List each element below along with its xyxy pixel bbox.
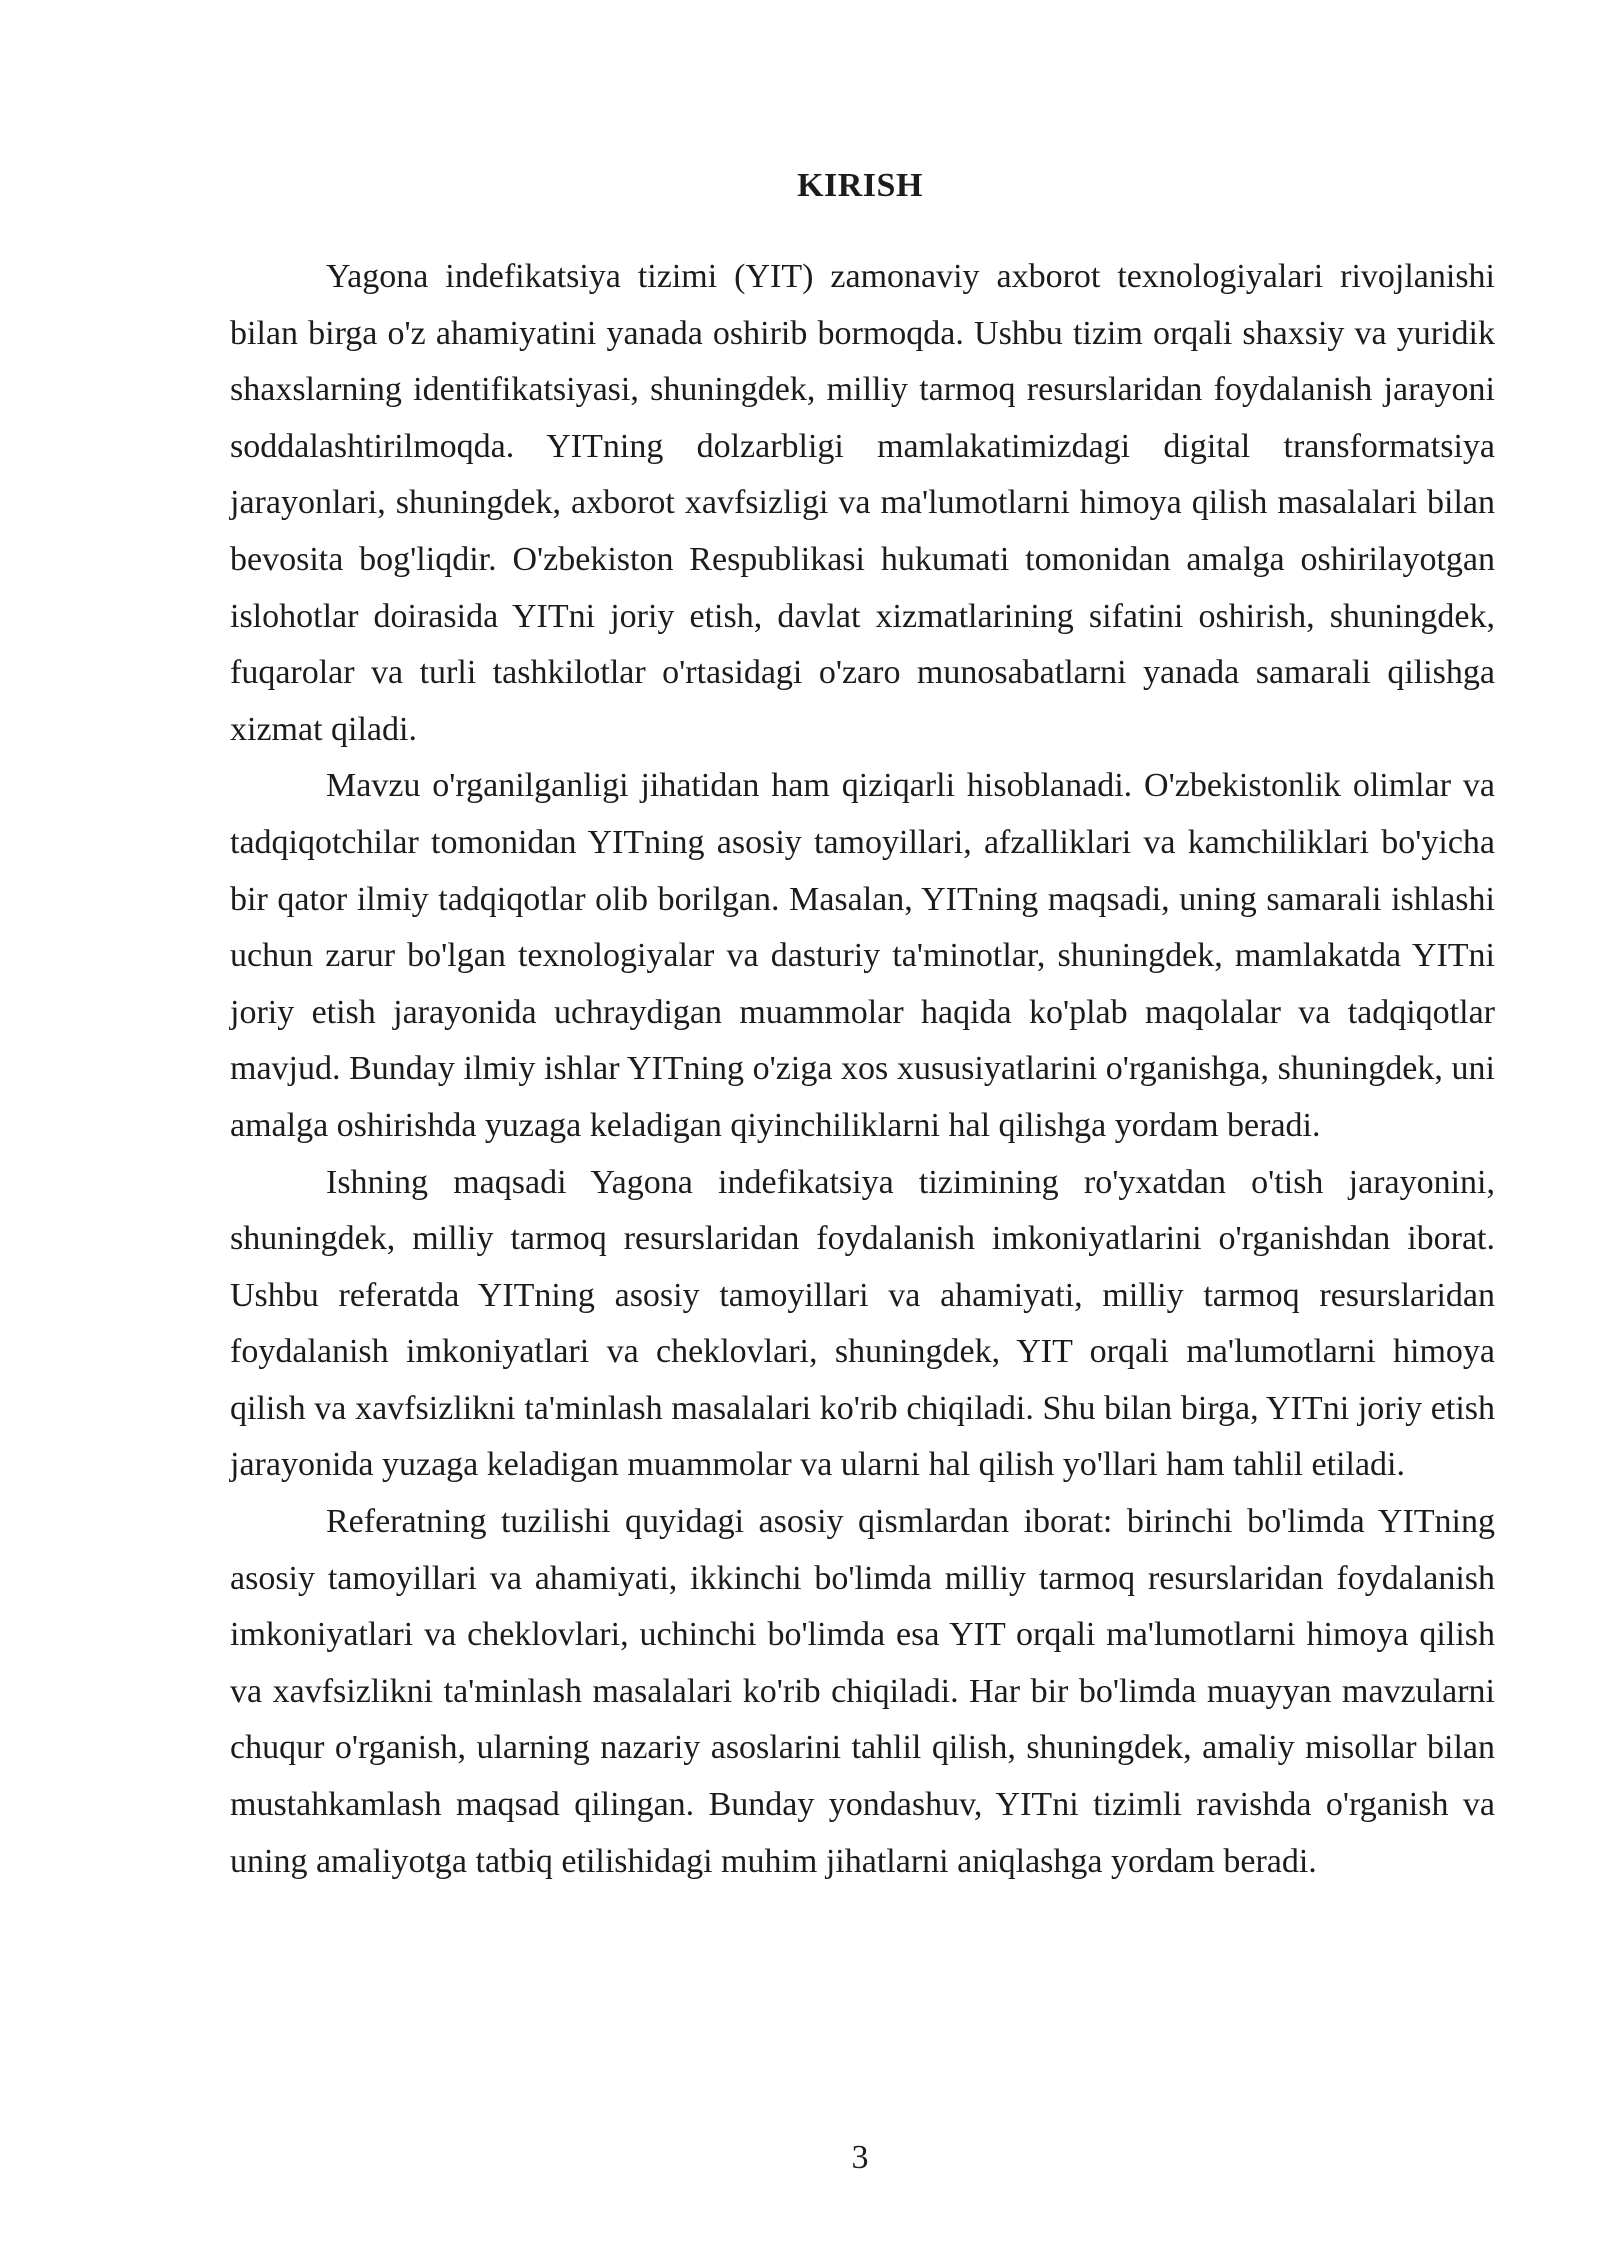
body-text [230, 249, 1495, 1890]
paragraph-work-goal: Ishning maqsadi Yagona indefikatsiya tizimining ro'yxatdan o'tish jarayonini, shuningdek, milliy tarmoq resurslaridan foydalanish imkoniyatlarini o'rganishdan iborat. Ushbu referatda YITning asosiy tamoyillari va ahamiyati, milliy tarmoq resurslaridan foydalanish imkoniyatlari va cheklovlari, shuningdek, YIT orqali ma'lumotlarni himoya qilish va xavfsizlikni ta'minlash masalalari ko'rib chiqiladi. Shu bilan birga, YITni joriy etish jarayonida yuzaga keladigan muammolar va ularni hal qilish yo'llari ham tahlil etiladi. [230, 1163, 1495, 1484]
paragraph-introduction: Yagona indefikatsiya tizimi (YIT) zamonaviy axborot texnologiyalari rivojlanishi bilan birga o'z ahamiyatini yanada oshirib bormoqda. Ushbu tizim orqali shaxsiy va yuridik shaxslarning identifikatsiyasi, shuningdek, milliy tarmoq resurslaridan foydalanish jarayoni soddalashtirilmoqda. YITning dolzarbligi mamlakatimizdagi digital transformatsiya jarayonlari, shuningdek, axborot xavfsizligi va ma'lumotlarni himoya qilish masalalari bilan bevosita bog'liqdir. O'zbekiston Respublikasi hukumati tomonidan amalga oshirilayotgan islohotlar doirasida YITni joriy etish, davlat xizmatlarining sifatini oshirish, shuningdek, fuqarolar va turli tashkilotlar o'rtasidagi o'zaro munosabatlarni yanada samarali qilishga xizmat qiladi. [230, 258, 1495, 748]
section-title: KIRISH [797, 167, 923, 204]
paragraph-topic-study: Mavzu o'rganilganligi jihatidan ham qiziqarli hisoblanadi. O'zbekistonlik olimlar va tadqiqotchilar tomonidan YITning asosiy tamoyillari, afzalliklari va kamchiliklari bo'yicha bir qator ilmiy tadqiqotlar olib borilgan. Masalan, YITning maqsadi, uning samarali ishlashi uchun zarur bo'lgan texnologiyalar va dasturiy ta'minotlar, shuningdek, mamlakatda YITni joriy etish jarayonida uchraydigan muammolar haqida ko'plab maqolalar va tadqiqotlar mavjud. Bunday ilmiy ishlar YITning o'ziga xos xususiyatlarini o'rganishga, shuningdek, uni amalga oshirishda yuzaga keladigan qiyinchiliklarni hal qilishga yordam beradi. [230, 767, 1495, 1144]
page-number: 3 [851, 2139, 869, 2176]
paragraph-structure: Referatning tuzilishi quyidagi asosiy qismlardan iborat: birinchi bo'limda YITning asosiy tamoyillari va ahamiyati, ikkinchi bo'limda milliy tarmoq resurslaridan foydalanish imkoniyatlari va cheklovlari, uchinchi bo'limda esa YIT orqali ma'lumotlarni himoya qilish va xavfsizlikni ta'minlash masalalari ko'rib chiqiladi. Har bir bo'limda muayyan mavzularni chuqur o'rganish, ularning nazariy asoslarini tahlil qilish, shuningdek, amaliy misollar bilan mustahkamlash maqsad qilingan. Bunday yondashuv, YITni tizimli ravishda o'rganish va uning amaliyotga tatbiq etilishidagi muhim jihatlarni aniqlashga yordam beradi. [230, 1503, 1495, 1880]
